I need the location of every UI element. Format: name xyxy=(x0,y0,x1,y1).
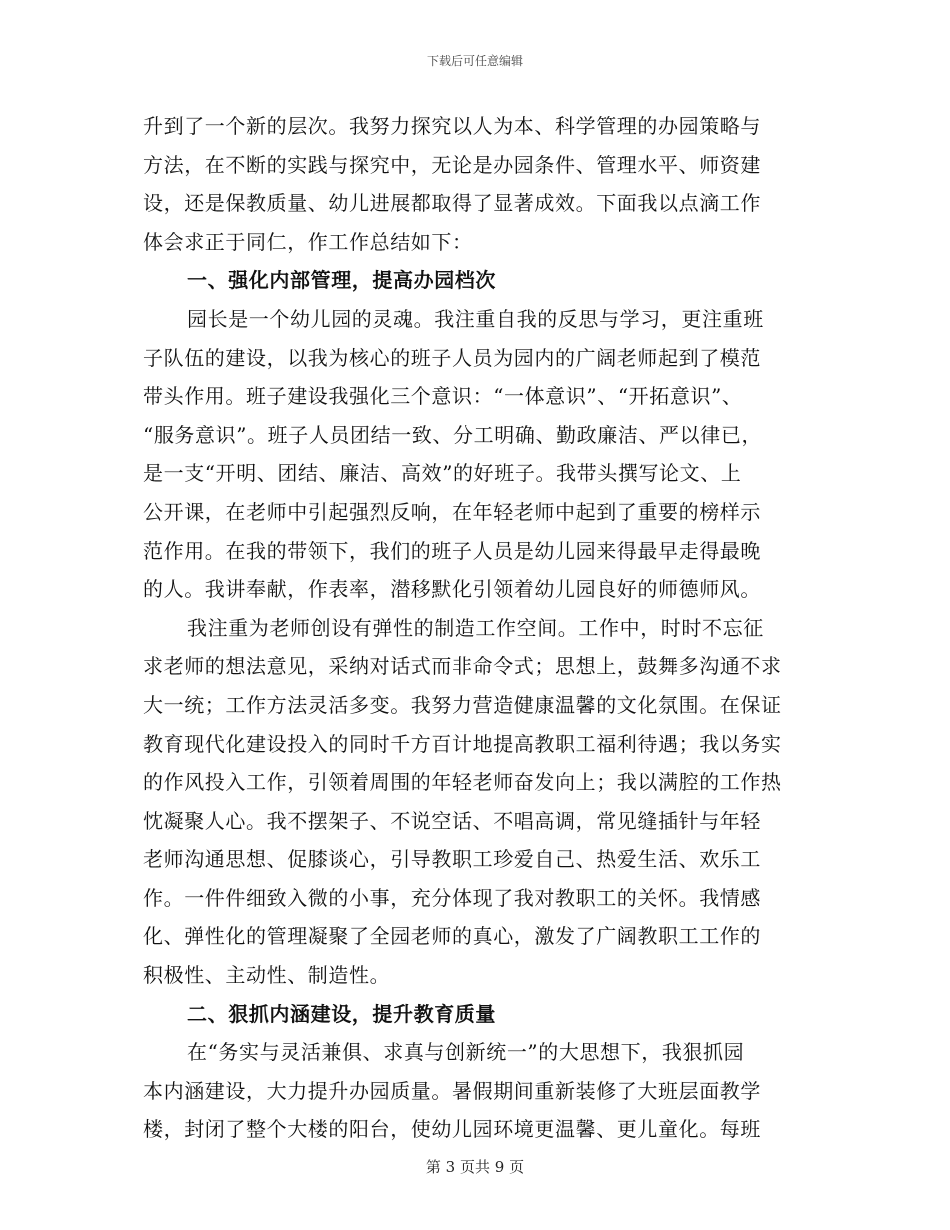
section-heading: 一、强化内部管理，提高办园档次 xyxy=(187,268,496,293)
paragraph-line: 子队伍的建设，以我为核心的班子人员为园内的广阔老师起到了模范 xyxy=(143,345,761,370)
paragraph-line: 带头作用。班子建设我强化三个意识：“一体意识”、“开拓意识”、 xyxy=(143,384,743,409)
paragraph-line: 求老师的想法意见，采纳对话式而非命令式；思想上，鼓舞多沟通不求 xyxy=(143,654,782,679)
paragraph-line: 在“务实与灵活兼俱、求真与创新统一”的大思想下，我狠抓园 xyxy=(187,1040,745,1065)
paragraph-line: 的作风投入工作，引领着周围的年轻老师奋发向上；我以满腔的工作热 xyxy=(143,770,782,795)
paragraph-line: 我注重为老师创设有弹性的制造工作空间。工作中，时时不忘征 xyxy=(187,615,764,640)
paragraph-line: 的人。我讲奉献，作表率，潜移默化引领着幼儿园良好的师德师风。 xyxy=(143,577,761,602)
paragraph-line: 本内涵建设，大力提升办园质量。暑假期间重新装修了大班层面教学 xyxy=(143,1078,761,1103)
paragraph-line: “服务意识”。班子人员团结一致、分工明确、勤政廉洁、严以律已， xyxy=(143,422,763,447)
paragraph-line: 体会求正于同仁，作工作总结如下： xyxy=(143,229,473,254)
paragraph-line: 作。一件件细致入微的小事，充分体现了我对教职工的关怀。我情感 xyxy=(143,885,761,910)
paragraph-line: 积极性、主动性、制造性。 xyxy=(143,963,391,988)
page-number-footer: 第 3 页共 9 页 xyxy=(425,1158,525,1176)
page-header: 下载后可任意编辑 xyxy=(426,54,523,68)
paragraph-line: 园长是一个幼儿园的灵魂。我注重自我的反思与学习，更注重班 xyxy=(187,306,764,331)
paragraph-line: 大一统；工作方法灵活多变。我努力营造健康温馨的文化氛围。在保证 xyxy=(143,692,782,717)
document-body xyxy=(143,107,813,1149)
section-heading: 二、狠抓内涵建设，提升教育质量 xyxy=(187,1001,496,1026)
paragraph-line: 升到了一个新的层次。我努力探究以人为本、科学管理的办园策略与 xyxy=(143,114,761,138)
paragraph-line: 楼，封闭了整个大楼的阳台，使幼儿园环境更温馨、更儿童化。每班 xyxy=(143,1117,761,1142)
paragraph-line: 化、弹性化的管理凝聚了全园老师的真心，激发了广阔教职工工作的 xyxy=(143,924,761,949)
paragraph-line: 公开课，在老师中引起强烈反响，在年轻老师中起到了重要的榜样示 xyxy=(143,499,761,524)
paragraph-line: 范作用。在我的带领下，我们的班子人员是幼儿园来得最早走得最晚 xyxy=(143,538,761,563)
paragraph-line: 是一支“开明、团结、廉洁、高效”的好班子。我带头撰写论文、上 xyxy=(143,461,742,486)
paragraph-line: 方法，在不断的实践与探究中，无论是办园条件、管理水平、师资建 xyxy=(143,152,761,177)
paragraph-line: 教育现代化建设投入的同时千方百计地提高教职工福利待遇；我以务实 xyxy=(143,731,782,756)
paragraph-line: 设，还是保教质量、幼儿进展都取得了显著成效。下面我以点滴工作 xyxy=(143,191,761,216)
paragraph-line: 忱凝聚人心。我不摆架子、不说空话、不唱高调，常见缝插针与年轻 xyxy=(143,808,761,833)
paragraph-line: 老师沟通思想、促膝谈心，引导教职工珍爱自己、热爱生活、欢乐工 xyxy=(143,847,761,872)
